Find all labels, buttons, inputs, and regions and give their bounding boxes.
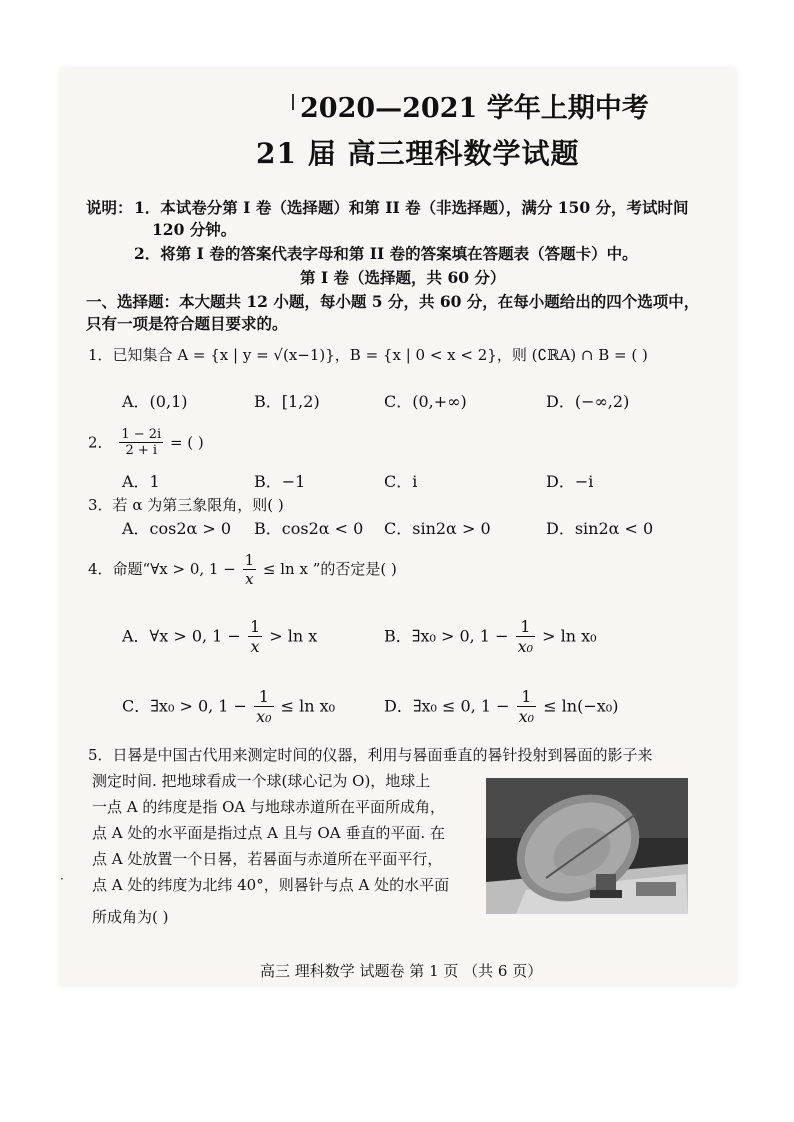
fraction-numerator: 1 − 2i (121, 427, 162, 442)
exam-year-title: 2020—2021 学年上期中考 (300, 93, 649, 124)
fraction-denominator: 2 + i (125, 443, 158, 459)
fraction-denominator: x (250, 636, 260, 656)
q3-option-a: A．cos2α > 0 (122, 519, 232, 538)
question-2 (88, 428, 204, 459)
scan-dot: · (60, 872, 64, 886)
question-number: 2． (88, 433, 113, 452)
q1-option-b: B．[1,2) (254, 392, 320, 411)
part1-heading: 第 I 卷（选择题，共 60 分） (300, 268, 506, 287)
fraction-numerator: 1 (249, 617, 261, 636)
notes-item1-line1: 1．本试卷分第 I 卷（选择题）和第 II 卷（非选择题），满分 150 分，考试时间 (134, 198, 689, 217)
q2-option-a: A．1 (122, 472, 160, 491)
q4-option-d (384, 688, 618, 726)
notes-item1-line2: 120 分钟。 (152, 220, 237, 239)
question-number: 3． (88, 496, 113, 514)
q4-option-b (384, 618, 597, 656)
sundial-photo (486, 778, 688, 914)
fraction (119, 428, 163, 459)
fraction-numerator: 1 (254, 688, 273, 707)
fraction-denominator: x₀ (256, 706, 272, 726)
question-5-line: 所成角为( ) (92, 908, 169, 926)
question-3 (88, 494, 284, 515)
question-5-line: 点 A 处的水平面是指过点 A 且与 OA 垂直的平面. 在 (92, 824, 445, 842)
notes-label: 说明： (86, 198, 133, 217)
fraction (248, 618, 262, 656)
question-5-line: 点 A 处的纬度为北纬 40°，则晷针与点 A 处的水平面 (92, 876, 450, 894)
question-line: 日晷是中国古代用来测定时间的仪器，利用与晷面垂直的晷针投射到晷面的影子来 (112, 746, 653, 764)
part1-instructions-line2: 只有一项是符合题目要求的。 (86, 314, 288, 333)
option-post: ≤ ln x₀ (280, 696, 336, 716)
option-pre: B．∃x₀ > 0, 1 − (384, 626, 509, 646)
question-stem: 已知集合 A = {x | y = √(x−1)}，B = {x | 0 < x < 2}，则 (∁ℝA) ∩ B = ( ) (112, 346, 648, 364)
fraction (516, 618, 535, 656)
q3-option-b: B．cos2α < 0 (254, 519, 364, 538)
question-5 (88, 744, 653, 765)
q4-option-c (122, 688, 335, 726)
question-5-line: 一点 A 的纬度是指 OA 与地球赤道所在平面所成角， (92, 798, 446, 816)
question-number: 4． (88, 559, 113, 578)
q1-option-a: A．(0,1) (122, 392, 188, 411)
sundial-illustration (486, 778, 688, 914)
scan-mark (292, 94, 294, 110)
fraction-denominator: x₀ (517, 636, 534, 656)
q1-option-d: D．(−∞,2) (546, 392, 630, 411)
q3-option-c: C．sin2α > 0 (384, 519, 491, 538)
question-5-line: 点 A 处放置一个日晷，若晷面与赤道所在平面平行， (92, 850, 443, 868)
q1-option-c: C．(0,+∞) (384, 392, 467, 411)
fraction (243, 552, 257, 588)
option-pre: C．∃x₀ > 0, 1 − (122, 696, 247, 716)
notes-item2: 2．将第 I 卷的答案代表字母和第 II 卷的答案填在答题表（答题卡）中。 (134, 244, 638, 263)
fraction (517, 688, 536, 726)
fraction-denominator: x (245, 569, 254, 588)
option-post: > ln x₀ (542, 626, 597, 646)
question-stem: 若 α 为第三象限角，则( ) (112, 496, 284, 514)
part1-instructions-line1: 一、选择题：本大题共 12 小题，每小题 5 分，共 60 分，在每小题给出的四个选项中， (86, 292, 700, 311)
exam-subject-title: 21 届 高三理科数学试题 (256, 137, 580, 170)
fraction-numerator: 1 (244, 551, 255, 569)
question-4 (88, 552, 397, 588)
option-post: > ln x (269, 626, 318, 646)
fraction (254, 688, 273, 726)
question-stem-tail: = ( ) (169, 433, 204, 452)
question-number: 5． (88, 746, 113, 764)
q2-option-d: D．−i (546, 472, 594, 491)
question-1 (88, 344, 648, 365)
option-pre: D．∃x₀ ≤ 0, 1 − (384, 696, 510, 716)
fraction-denominator: x₀ (518, 706, 535, 726)
q3-option-d: D．sin2α < 0 (546, 519, 654, 538)
q4-option-a (122, 618, 317, 656)
fraction-numerator: 1 (516, 618, 535, 637)
question-number: 1． (88, 346, 113, 364)
question-stem-pre: 命题“∀x > 0, 1 − (112, 559, 236, 578)
question-stem-post: ≤ ln x ”的否定是( ) (262, 559, 397, 578)
fraction-numerator: 1 (517, 688, 536, 707)
page-footer: 高三 理科数学 试题卷 第 1 页 （共 6 页） (260, 962, 543, 980)
question-5-line: 测定时间. 把地球看成一个球(球心记为 O)，地球上 (92, 772, 431, 790)
option-pre: A．∀x > 0, 1 − (122, 626, 241, 646)
q2-option-b: B．−1 (254, 472, 306, 491)
option-post: ≤ ln(−x₀) (543, 696, 619, 716)
q2-option-c: C．i (384, 472, 418, 491)
